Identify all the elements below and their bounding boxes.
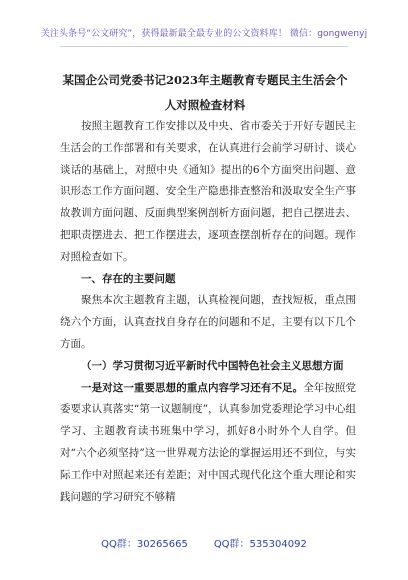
qq-group-1: QQ群：30265665 bbox=[101, 539, 188, 550]
subsection-heading: （一）学习贯彻习近平新时代中国特色社会主义思想方面 bbox=[81, 359, 344, 372]
header-banner: 关注头条号“公文研究”，获得最新最全最专业的公文资料库！ 微信：gongwenyj bbox=[40, 29, 368, 39]
footer-contacts bbox=[0, 535, 408, 550]
point-lead: 一是对这一重要思想的重点内容学习还有不足。 bbox=[81, 381, 304, 394]
document-body bbox=[60, 116, 356, 508]
header-divider bbox=[60, 46, 348, 47]
section-heading: 一、存在的主要问题 bbox=[81, 272, 176, 285]
point-text: 全年按照党委要求认真落实“第一议题制度”，认真参加党委理论学习中心组学习、主题教育读书班集中学习，抓好8小时外个人自学。但对“六个必须坚持”这一世界观方法论的掌握运用还不到位，与实际工作中对照起来还有差距；对中国式现代化这个重大理论和实践问题的学习研究不够精 bbox=[60, 381, 357, 503]
document-title: 某国企公司党委书记2023年主题教育专题民主生活会个人对照检查材料 bbox=[62, 73, 348, 112]
qq-group-2: QQ群：535304092 bbox=[213, 539, 307, 550]
intro-paragraph: 按照主题教育工作安排以及中央、省市委关于开好专题民主生活会的工作部署和有关要求，在认真进行会前学习研讨、谈心谈话的基础上，对照中央《通知》提出的6个方面突出问题、意识形态工作方面问题、安全生产隐患排查整治和汲取安全生产事故教训方面问题、反面典型案例剖析方面问题，把自己摆进去、把职责摆进去、把工作摆进去，逐项查摆剖析存在的问题。现作对照检查如下。 bbox=[60, 120, 356, 263]
section-paragraph: 聚焦本次主题教育主题，认真检视问题，查找短板，重点围绕六个方面，认真查找自身存在的问题和不足，主要有以下几个方面。 bbox=[60, 294, 356, 350]
point-paragraph bbox=[60, 378, 356, 509]
